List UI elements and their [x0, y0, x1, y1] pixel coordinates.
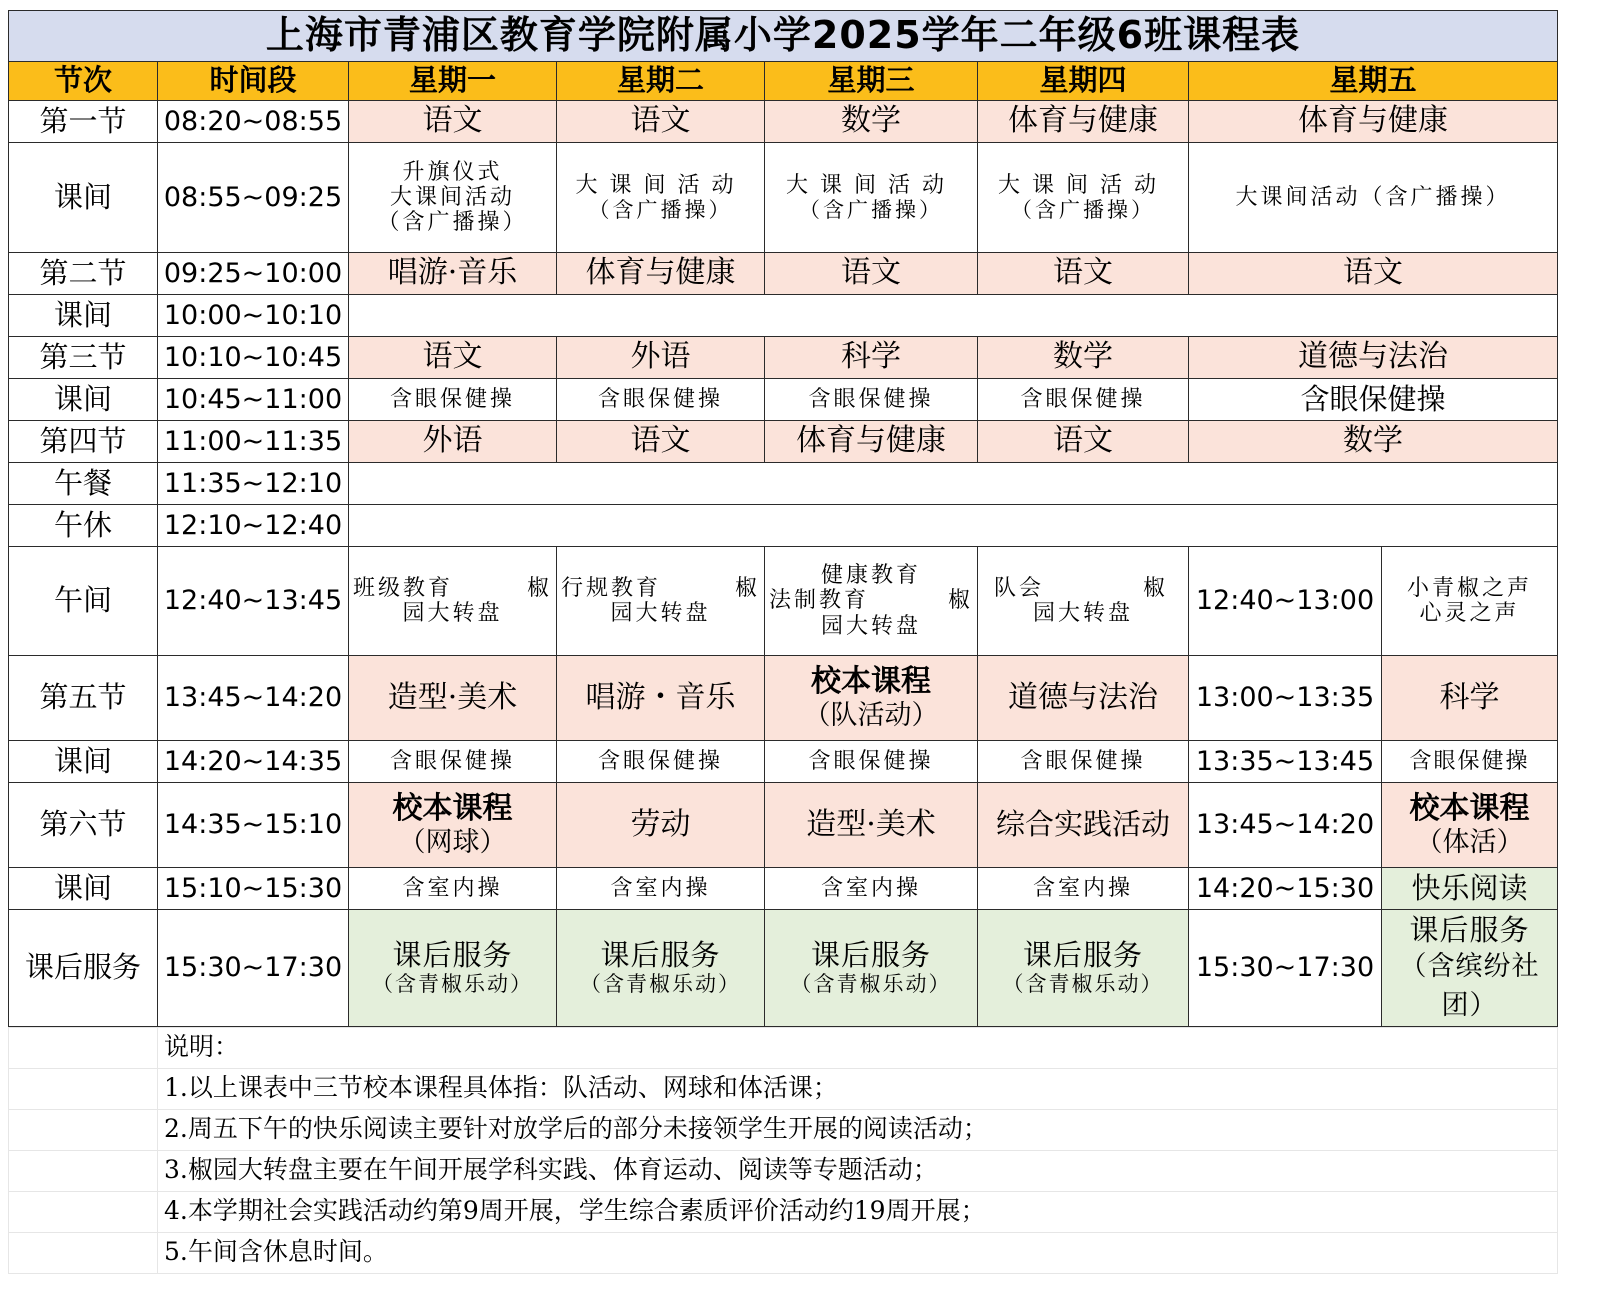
cell-thursday: 含室内操: [978, 868, 1189, 910]
empty-span: [349, 505, 1558, 547]
cell-line: 心灵之声: [1419, 601, 1520, 626]
cell-line: （含青椒乐动）: [580, 972, 741, 997]
header-period: 节次: [9, 62, 158, 101]
cell-tuesday: 语文: [557, 101, 765, 143]
note-item: 1.以上课表中三节校本课程具体指：队活动、网球和体活课；: [158, 1068, 1558, 1109]
note-item: 5.午间含休息时间。: [158, 1232, 1558, 1273]
cell-thursday: [978, 143, 1189, 253]
cell-line: 大课间活动: [575, 172, 746, 198]
cell-text: 椒: [734, 575, 760, 601]
header-friday: 星期五: [1189, 62, 1558, 101]
notes-heading: 说明：: [158, 1027, 1558, 1068]
cell-line: 课后服务: [1409, 913, 1530, 947]
cell-thursday: 道德与法治: [978, 656, 1189, 741]
cell-monday: 含室内操: [349, 868, 557, 910]
cell-friday: 科学: [1382, 656, 1558, 741]
cell-line: 大课间活动: [785, 172, 956, 198]
row-label: 课间: [9, 143, 158, 253]
cell-wednesday: 造型·美术: [765, 783, 978, 868]
cell-wednesday: [765, 547, 978, 656]
cell-tuesday: [557, 547, 765, 656]
cell-text: 行规教育: [561, 575, 662, 601]
row-break-5: [9, 741, 1558, 783]
cell-wednesday: 含眼保健操: [765, 741, 978, 783]
cell-line: [978, 576, 1188, 601]
row-noon: [9, 547, 1558, 656]
cell-thursday: 数学: [978, 337, 1189, 379]
cell-wednesday: 含室内操: [765, 868, 978, 910]
cell-line: 课后服务: [810, 938, 931, 973]
cell-tuesday: 含眼保健操: [557, 741, 765, 783]
empty-span: [349, 295, 1558, 337]
time-range: 08:20~08:55: [158, 101, 349, 143]
cell-text: 椒: [947, 588, 973, 614]
cell-text: 法制教育: [769, 588, 870, 614]
header-row: [9, 62, 1558, 101]
cell-line: 园大转盘: [402, 601, 503, 626]
row-label: 课间: [9, 379, 158, 421]
row-label: 午休: [9, 505, 158, 547]
cell-line: 校本课程: [392, 791, 513, 827]
cell-line: 小青椒之声: [1406, 575, 1532, 601]
row-label: 课间: [9, 741, 158, 783]
cell-line: 校本课程: [1409, 791, 1530, 827]
cell-line: （队活动）: [803, 699, 939, 731]
cell-text: 队会: [994, 575, 1045, 601]
row-label: 第五节: [9, 656, 158, 741]
cell-tuesday: 劳动: [557, 783, 765, 868]
cell-tuesday: 体育与健康: [557, 253, 765, 295]
cell-friday: 数学: [1189, 421, 1558, 463]
cell-line: （含广播操）: [588, 198, 733, 223]
time-range: 12:40~13:45: [158, 547, 349, 656]
cell-thursday: 语文: [978, 253, 1189, 295]
row-period-1: [9, 101, 1558, 143]
time-range: 14:35~15:10: [158, 783, 349, 868]
time-range: 12:10~12:40: [158, 505, 349, 547]
cell-line: 大课间活动: [389, 184, 515, 210]
time-range: 14:20~14:35: [158, 741, 349, 783]
cell-monday: [349, 547, 557, 656]
cell-friday: 大课间活动（含广播操）: [1189, 143, 1558, 253]
row-label: 午间: [9, 547, 158, 656]
cell-line: 园大转盘: [820, 613, 921, 639]
row-period-3: [9, 337, 1558, 379]
friday-time: 14:20~15:30: [1189, 868, 1382, 910]
note-gutter: [9, 1068, 158, 1109]
note-gutter: [9, 1150, 158, 1191]
header-wednesday: 星期三: [765, 62, 978, 101]
time-range: 09:25~10:00: [158, 253, 349, 295]
time-range: 15:30~17:30: [158, 910, 349, 1027]
cell-friday: [1382, 547, 1558, 656]
row-period-4: [9, 421, 1558, 463]
cell-line: （含青椒乐动）: [1002, 972, 1164, 997]
timetable: [8, 10, 1558, 1027]
cell-line: 课后服务: [392, 938, 513, 973]
cell-friday: [1382, 910, 1558, 1027]
cell-monday: 唱游·音乐: [349, 253, 557, 295]
row-label: 午餐: [9, 463, 158, 505]
cell-line: 升旗仪式: [402, 159, 503, 185]
cell-tuesday: 含室内操: [557, 868, 765, 910]
empty-span: [349, 463, 1558, 505]
cell-line: （含广播操）: [1011, 198, 1155, 223]
note-gutter: [9, 1232, 158, 1273]
cell-line: [557, 576, 764, 601]
cell-friday: 体育与健康: [1189, 101, 1558, 143]
header-time: 时间段: [158, 62, 349, 101]
row-period-6: [9, 783, 1558, 868]
cell-friday: [1382, 783, 1558, 868]
cell-thursday: [978, 547, 1189, 656]
cell-monday: 语文: [349, 101, 557, 143]
header-monday: 星期一: [349, 62, 557, 101]
time-range: 13:45~14:20: [158, 656, 349, 741]
friday-time: 13:00~13:35: [1189, 656, 1382, 741]
cell-tuesday: [557, 910, 765, 1027]
cell-friday: 语文: [1189, 253, 1558, 295]
cell-tuesday: 含眼保健操: [557, 379, 765, 421]
friday-time: 13:45~14:20: [1189, 783, 1382, 868]
note-gutter: [9, 1027, 158, 1068]
cell-friday: 含眼保健操: [1382, 741, 1558, 783]
row-label: 第四节: [9, 421, 158, 463]
time-range: 11:00~11:35: [158, 421, 349, 463]
cell-monday: 含眼保健操: [349, 741, 557, 783]
row-label: 课后服务: [9, 910, 158, 1027]
cell-line: 健康教育: [820, 563, 921, 589]
note-gutter: [9, 1109, 158, 1150]
row-label: 课间: [9, 868, 158, 910]
cell-thursday: 综合实践活动: [978, 783, 1189, 868]
row-period-2: [9, 253, 1558, 295]
cell-line: （含广播操）: [799, 198, 943, 223]
cell-monday: 外语: [349, 421, 557, 463]
cell-monday: [349, 910, 557, 1027]
cell-thursday: 体育与健康: [978, 101, 1189, 143]
time-range: 15:10~15:30: [158, 868, 349, 910]
cell-text: 椒: [526, 575, 552, 601]
time-range: 10:10~10:45: [158, 337, 349, 379]
cell-text: 班级教育: [353, 575, 454, 601]
row-lunch: [9, 463, 1558, 505]
cell-wednesday: 含眼保健操: [765, 379, 978, 421]
cell-monday: 语文: [349, 337, 557, 379]
time-range: 10:45~11:00: [158, 379, 349, 421]
row-label: 第六节: [9, 783, 158, 868]
cell-thursday: [978, 910, 1189, 1027]
note-item: 4.本学期社会实践活动约第9周开展，学生综合素质评价活动约19周开展；: [158, 1191, 1558, 1232]
cell-line: （含广播操）: [377, 210, 528, 236]
cell-line: 大课间活动: [997, 172, 1168, 198]
cell-line: 校本课程: [811, 664, 931, 700]
friday-time: 15:30~17:30: [1189, 910, 1382, 1027]
note-item: 3.椒园大转盘主要在午间开展学科实践、体育运动、阅读等专题活动；: [158, 1150, 1558, 1191]
cell-friday: 含眼保健操: [1189, 379, 1558, 421]
cell-monday: [349, 783, 557, 868]
header-thursday: 星期四: [978, 62, 1189, 101]
row-break-2: [9, 295, 1558, 337]
cell-thursday: 语文: [978, 421, 1189, 463]
cell-wednesday: 数学: [765, 101, 978, 143]
cell-line: 课后服务: [600, 938, 721, 973]
row-rest: [9, 505, 1558, 547]
cell-line: （含青椒乐动）: [790, 972, 952, 997]
cell-line: （含缤纷社团）: [1399, 951, 1540, 1022]
friday-time: 12:40~13:00: [1189, 547, 1382, 656]
row-label: 第一节: [9, 101, 158, 143]
cell-wednesday: [765, 143, 978, 253]
notes-section: [8, 1027, 1558, 1274]
cell-wednesday: 体育与健康: [765, 421, 978, 463]
cell-wednesday: 科学: [765, 337, 978, 379]
cell-line: 园大转盘: [1032, 601, 1133, 626]
cell-thursday: 含眼保健操: [978, 379, 1189, 421]
cell-tuesday: 语文: [557, 421, 765, 463]
cell-friday: 道德与法治: [1189, 337, 1558, 379]
cell-thursday: 含眼保健操: [978, 741, 1189, 783]
note-item: 2.周五下午的快乐阅读主要针对放学后的部分未接领学生开展的阅读活动；: [158, 1109, 1558, 1150]
cell-wednesday: [765, 656, 978, 741]
row-label: 课间: [9, 295, 158, 337]
page-title: 上海市青浦区教育学院附属小学2025学年二年级6班课程表: [9, 11, 1558, 62]
timetable-sheet: [8, 10, 1558, 1274]
cell-line: （含青椒乐动）: [372, 972, 533, 997]
cell-tuesday: 唱游・音乐: [557, 656, 765, 741]
cell-line: （网球）: [398, 826, 507, 858]
cell-line: [349, 576, 556, 601]
time-range: 10:00~10:10: [158, 295, 349, 337]
cell-monday: 含眼保健操: [349, 379, 557, 421]
row-break-6: [9, 868, 1558, 910]
cell-monday: 造型·美术: [349, 656, 557, 741]
cell-wednesday: 语文: [765, 253, 978, 295]
friday-time: 13:35~13:45: [1189, 741, 1382, 783]
cell-tuesday: 外语: [557, 337, 765, 379]
cell-wednesday: [765, 910, 978, 1027]
cell-line: 课后服务: [1022, 938, 1143, 973]
note-gutter: [9, 1191, 158, 1232]
row-break-1: [9, 143, 1558, 253]
row-break-3: [9, 379, 1558, 421]
cell-tuesday: [557, 143, 765, 253]
time-range: 11:35~12:10: [158, 463, 349, 505]
row-label: 第二节: [9, 253, 158, 295]
header-tuesday: 星期二: [557, 62, 765, 101]
cell-friday: 快乐阅读: [1382, 868, 1558, 910]
cell-monday: [349, 143, 557, 253]
cell-line: 园大转盘: [610, 601, 711, 626]
time-range: 08:55~09:25: [158, 143, 349, 253]
cell-text: 椒: [1142, 575, 1168, 601]
cell-line: （体活）: [1415, 826, 1524, 858]
row-label: 第三节: [9, 337, 158, 379]
row-period-5: [9, 656, 1558, 741]
row-after-school: [9, 910, 1558, 1027]
cell-line: [765, 588, 977, 613]
